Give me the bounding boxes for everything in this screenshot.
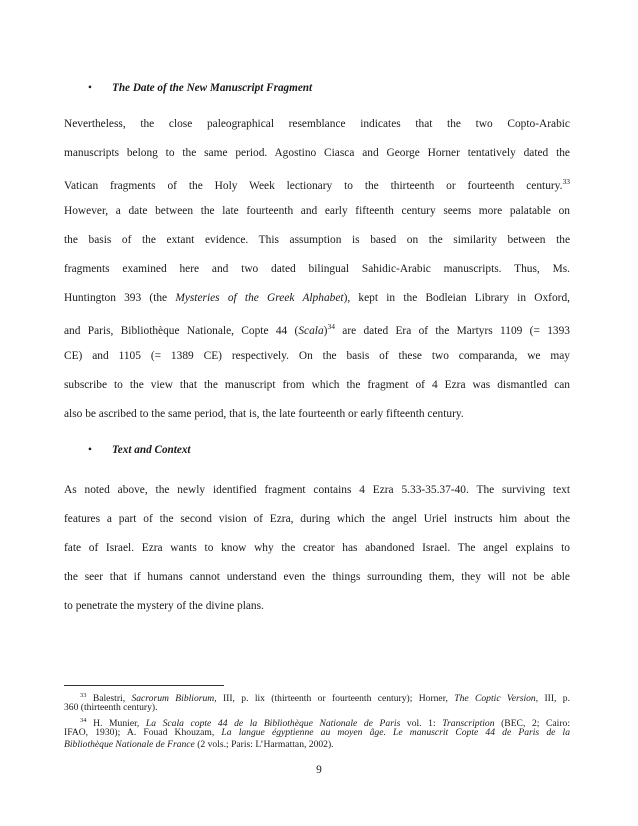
text-line: also be ascribed to the same period, that is, the late fourteenth or early fifteenth century. [64, 408, 464, 420]
footnote-ref-33[interactable]: 33 [562, 177, 570, 186]
text-line: the seer that if humans cannot understand even the things surrounding them, they will not be able [64, 571, 570, 583]
footnote-divider [64, 685, 224, 686]
text-line: and Paris, Bibliothèque Nationale, Copte 44 (Scala)$^{34}$ are dated Era of the Martyrs 1109 (= 1393 [64, 322, 570, 337]
footnote-line: 360 (thirteenth century). [64, 702, 158, 713]
bullet: • [88, 82, 92, 94]
text-line: fate of Israel. Ezra wants to know why the creator has abandoned Israel. The angel explains to [64, 542, 570, 554]
text-line: manuscripts belong to the same period. Agostino Ciasca and George Horner tentatively dated the [64, 147, 570, 159]
text-line: subscribe to the view that the manuscript from which the fragment of 4 Ezra was dismantled can [64, 379, 570, 391]
footnote-line: IFAO, 1930); A. Fouad Khouzam, La langue égyptienne au moyen âge. Le manuscrit Copte 44 de Paris de la [64, 727, 571, 738]
section-heading-text: Text and Context [112, 444, 191, 456]
footnote-line: $^{33}$ Balestri, Sacrorum Bibliorum, III, p. lix (thirteenth or fourteenth century); Horner, The Coptic Version, III, p. [80, 692, 570, 704]
text-line: to penetrate the mystery of the divine plans. [64, 600, 264, 612]
text-line: Nevertheless, the close paleographical resemblance indicates that the two Copto-Arabic [64, 118, 570, 130]
footnote-number: 33 [80, 692, 87, 699]
footnote-line: $^{34}$ H. Munier, La Scala copte 44 de la Bibliothèque Nationale de Paris vol. 1: Transcription (BEC, 2; Cairo: [80, 717, 570, 729]
footnote-line: Bibliothèque Nationale de France (2 vols.; Paris: L’Harmattan, 2002). [64, 739, 334, 750]
text-line: CE) and 1105 (= 1389 CE) respectively. On the basis of these two comparanda, we may [64, 350, 570, 362]
text-line: features a part of the second vision of Ezra, during which the angel Uriel instructs him about the [64, 513, 570, 525]
text-line: Vatican fragments of the Holy Week lectionary to the thirteenth or fourteenth century.$^{33}$ [64, 177, 570, 192]
page-number: 9 [316, 764, 322, 776]
bullet: • [88, 444, 92, 456]
text-line: fragments examined here and two dated bilingual Sahidic-Arabic manuscripts. Thus, Ms. [64, 263, 570, 275]
text-line: However, a date between the late fourteenth and early fifteenth century seems more palatable on [64, 205, 570, 217]
section-heading-text: The Date of the New Manuscript Fragment [112, 82, 313, 94]
text-line: Huntington 393 (the Mysteries of the Greek Alphabet), kept in the Bodleian Library in Oxford, [64, 292, 570, 304]
footnote-ref-34[interactable]: 34 [327, 322, 335, 331]
footnote-number: 34 [80, 717, 87, 724]
text-line: As noted above, the newly identified fragment contains 4 Ezra 5.33-35.37-40. The surviving text [64, 484, 570, 496]
text-line: the basis of the extant evidence. This assumption is based on the similarity between the [64, 234, 570, 246]
